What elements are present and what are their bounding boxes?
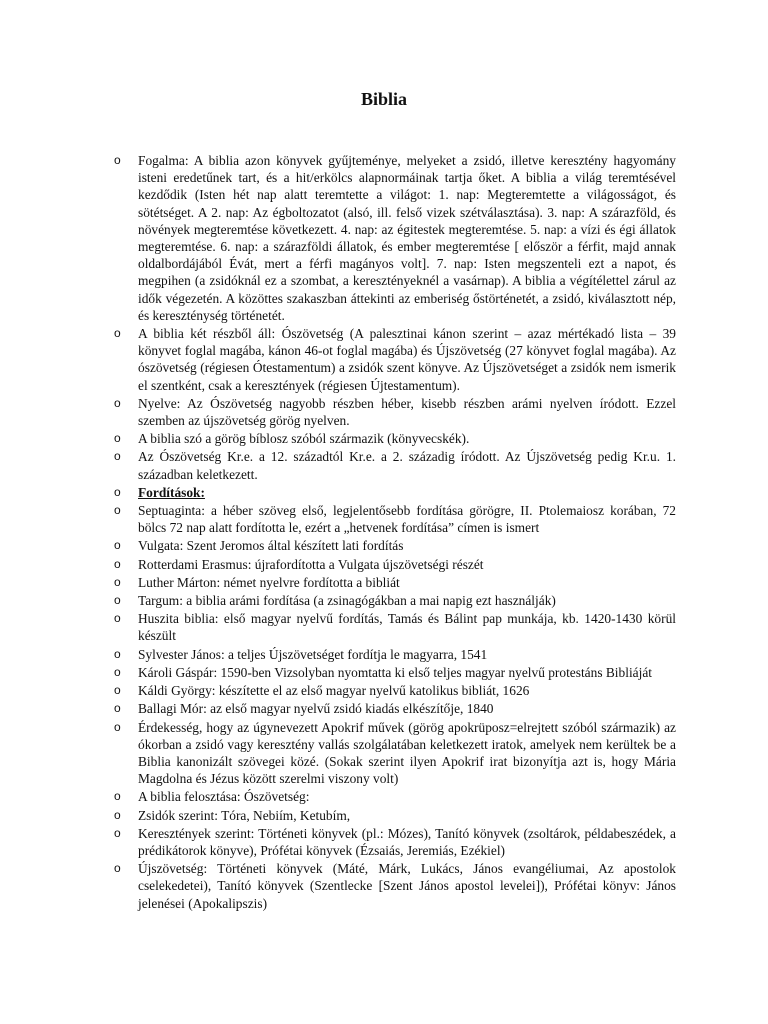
bullet-icon: o xyxy=(114,449,121,464)
bullet-icon: o xyxy=(114,789,121,804)
list-item xyxy=(112,395,676,429)
list-item xyxy=(112,646,676,663)
list-item xyxy=(112,807,676,824)
list-item-text: Sylvester János: a teljes Újszövetséget fordítja le magyarra, 1541 xyxy=(138,646,488,662)
bullet-icon: o xyxy=(114,807,121,822)
list-item-text: Újszövetség: Történeti könyvek (Máté, Márk, Lukács, János evangéliumai, Az apostolok cselekedetei), Tanító könyvek (Szentlecke [Szent János apostol levelei]), Prófétai könyv: János jelenései (Apokalipszis) xyxy=(138,861,676,911)
bullet-icon: o xyxy=(114,503,121,518)
list-item xyxy=(112,556,676,573)
bullet-icon: o xyxy=(114,395,121,410)
bullet-icon: o xyxy=(114,484,121,499)
bullet-icon: o xyxy=(114,719,121,734)
bullet-icon: o xyxy=(114,431,121,446)
list-item-text: A biblia felosztása: Ószövetség: xyxy=(138,789,310,805)
list-item-text: Rotterdami Erasmus: újrafordította a Vulgata újszövetségi részét xyxy=(138,556,484,572)
list-item-text: Nyelve: Az Ószövetség nagyobb részben héber, kisebb részben arámi nyelven íródott. Ezzel szemben az újszövetség görög nyelven. xyxy=(138,395,676,429)
document-title: Biblia xyxy=(360,89,408,109)
list-item xyxy=(112,152,676,324)
list-item xyxy=(112,825,676,859)
list-item xyxy=(112,430,676,447)
bullet-list xyxy=(112,152,676,913)
list-item-text: Károli Gáspár: 1590-ben Vizsolyban nyomtatta ki első teljes magyar nyelvű protestáns Bibliáját xyxy=(138,664,652,680)
list-item xyxy=(112,682,676,699)
bullet-icon: o xyxy=(114,611,121,626)
bullet-icon: o xyxy=(114,593,121,608)
bullet-icon: o xyxy=(114,646,121,661)
list-item xyxy=(112,592,676,609)
list-item xyxy=(112,700,676,717)
bullet-icon: o xyxy=(114,556,121,571)
list-item xyxy=(112,325,676,394)
list-item-text: Az Ószövetség Kr.e. a 12. századtól Kr.e. a 2. századig íródott. Az Újszövetség pedig Kr.u. 1. században keletkezett. xyxy=(138,449,676,482)
list-item xyxy=(112,719,676,788)
bullet-icon: o xyxy=(114,664,121,679)
bullet-icon: o xyxy=(114,701,121,716)
list-item xyxy=(112,574,676,591)
list-item xyxy=(112,788,676,805)
bullet-icon: o xyxy=(114,538,121,553)
bullet-icon: o xyxy=(114,574,121,589)
bullet-icon: o xyxy=(114,153,121,167)
list-item-text: Keresztények szerint: Történeti könyvek (pl.: Mózes), Tanító könyvek (zsoltárok, példabeszédek, a prédikátorok könyve), Prófétai könyvek (Ézsaiás, Jeremiás, Ezékiel) xyxy=(138,825,676,858)
list-item xyxy=(112,537,676,554)
list-item-text: A biblia két részből áll: Ószövetség (A palesztinai kánon szerint – azaz mértékadó lista – 39 könyvet foglal magába, kánon 46-ot foglal magába) és Újszövetség (27 könyvet foglal magába). Az ószövetség (régiesen Ótestamentum) a zsidók szent könyve. Az Újszövetséget a zsidók nem ismerik el szentként, csak a keresztények (régiesen Újtestamentum). xyxy=(138,326,676,393)
list-item-text: Huszita biblia: első magyar nyelvű fordítás, Tamás és Bálint pap munkája, kb. 1420-1430 körül készült xyxy=(138,611,676,644)
list-item-text: Ballagi Mór: az első magyar nyelvű zsidó kiadás elkészítője, 1840 xyxy=(138,701,494,717)
bullet-icon: o xyxy=(114,825,121,840)
list-item-text: Zsidók szerint: Tóra, Nebiím, Ketubím, xyxy=(138,807,351,823)
list-item-text: Septuaginta: a héber szöveg első, legjelentősebb fordítása görögre, II. Ptolemaiosz korában, 72 bölcs 72 nap alatt fordította le, ezért a „hetvenek fordítása” címen is ismert xyxy=(138,503,676,536)
section-heading: Fordítások: xyxy=(138,484,205,500)
list-item-text: Érdekesség, hogy az úgynevezett Apokrif művek (görög apokrüposz=elrejtett szóból származik) az ókorban a zsidó vagy keresztény vallás szolgálatában keletkezett iratok, amelyek nem kerültek be a Biblia kanonizált szövegei közé. (Sokak szerint ilyen Apokrif irat bizonyítja azt is, hogy Mária Magdolna és Jézus között szerelmi viszony volt) xyxy=(138,719,676,787)
list-item-text: Targum: a biblia arámi fordítása (a zsinagógákban a mai napig ezt használják) xyxy=(138,593,556,609)
list-item-text: Káldi György: készítette el az első magyar nyelvű katolikus bibliát, 1626 xyxy=(138,683,530,699)
list-item xyxy=(112,610,676,644)
list-item-text: Vulgata: Szent Jeromos által készített lati fordítás xyxy=(138,538,404,554)
list-item-text: A biblia szó a görög bíblosz szóból származik (könyvecskék). xyxy=(138,431,470,447)
bullet-icon: o xyxy=(114,683,121,698)
bullet-icon: o xyxy=(114,326,121,341)
list-item xyxy=(112,502,676,536)
list-item-text: Luther Márton: német nyelvre fordította a bibliát xyxy=(138,574,400,590)
list-item xyxy=(112,448,676,482)
section-heading-item xyxy=(112,484,676,501)
bullet-icon: o xyxy=(114,861,121,876)
list-item xyxy=(112,664,676,681)
list-item xyxy=(112,860,676,912)
list-item-text: Fogalma: A biblia azon könyvek gyűjteménye, melyeket a zsidó, illetve keresztény hagyomány isteni eredetűnek tart, és a hit/erkölcs alapnormáinak tartja őket. A biblia a világ teremtésével kezdődik (Isten hét nap alatt teremtette a világot: 1. nap: Megteremtette a világosságot, és sötétséget. A 2. nap: Az égboltozatot (alsó, ill. felső vizek szétválasztása). 3. nap: A szárazföld, és növények megteremtése következett. 4. nap: az égitestek megteremtése. 5. nap: a vízi és égi állatok megteremtése. 6. nap: a szárazföldi állatok, és ember megteremtése [ először a férfit, majd annak oldalbordájából Évát, mert a férfi magányos volt]. 7. nap: Isten megszenteli ezt a napot, és megpihen (a zsidóknál ez a szombat, a keresztényeknél a vasárnap). A biblia a végítélettel zárul az idők végezetén. A közöttes szakaszban áttekinti az emberiség őstörténetét, a zsidó, kiválasztott nép, és kereszténység történetét. xyxy=(138,153,676,323)
